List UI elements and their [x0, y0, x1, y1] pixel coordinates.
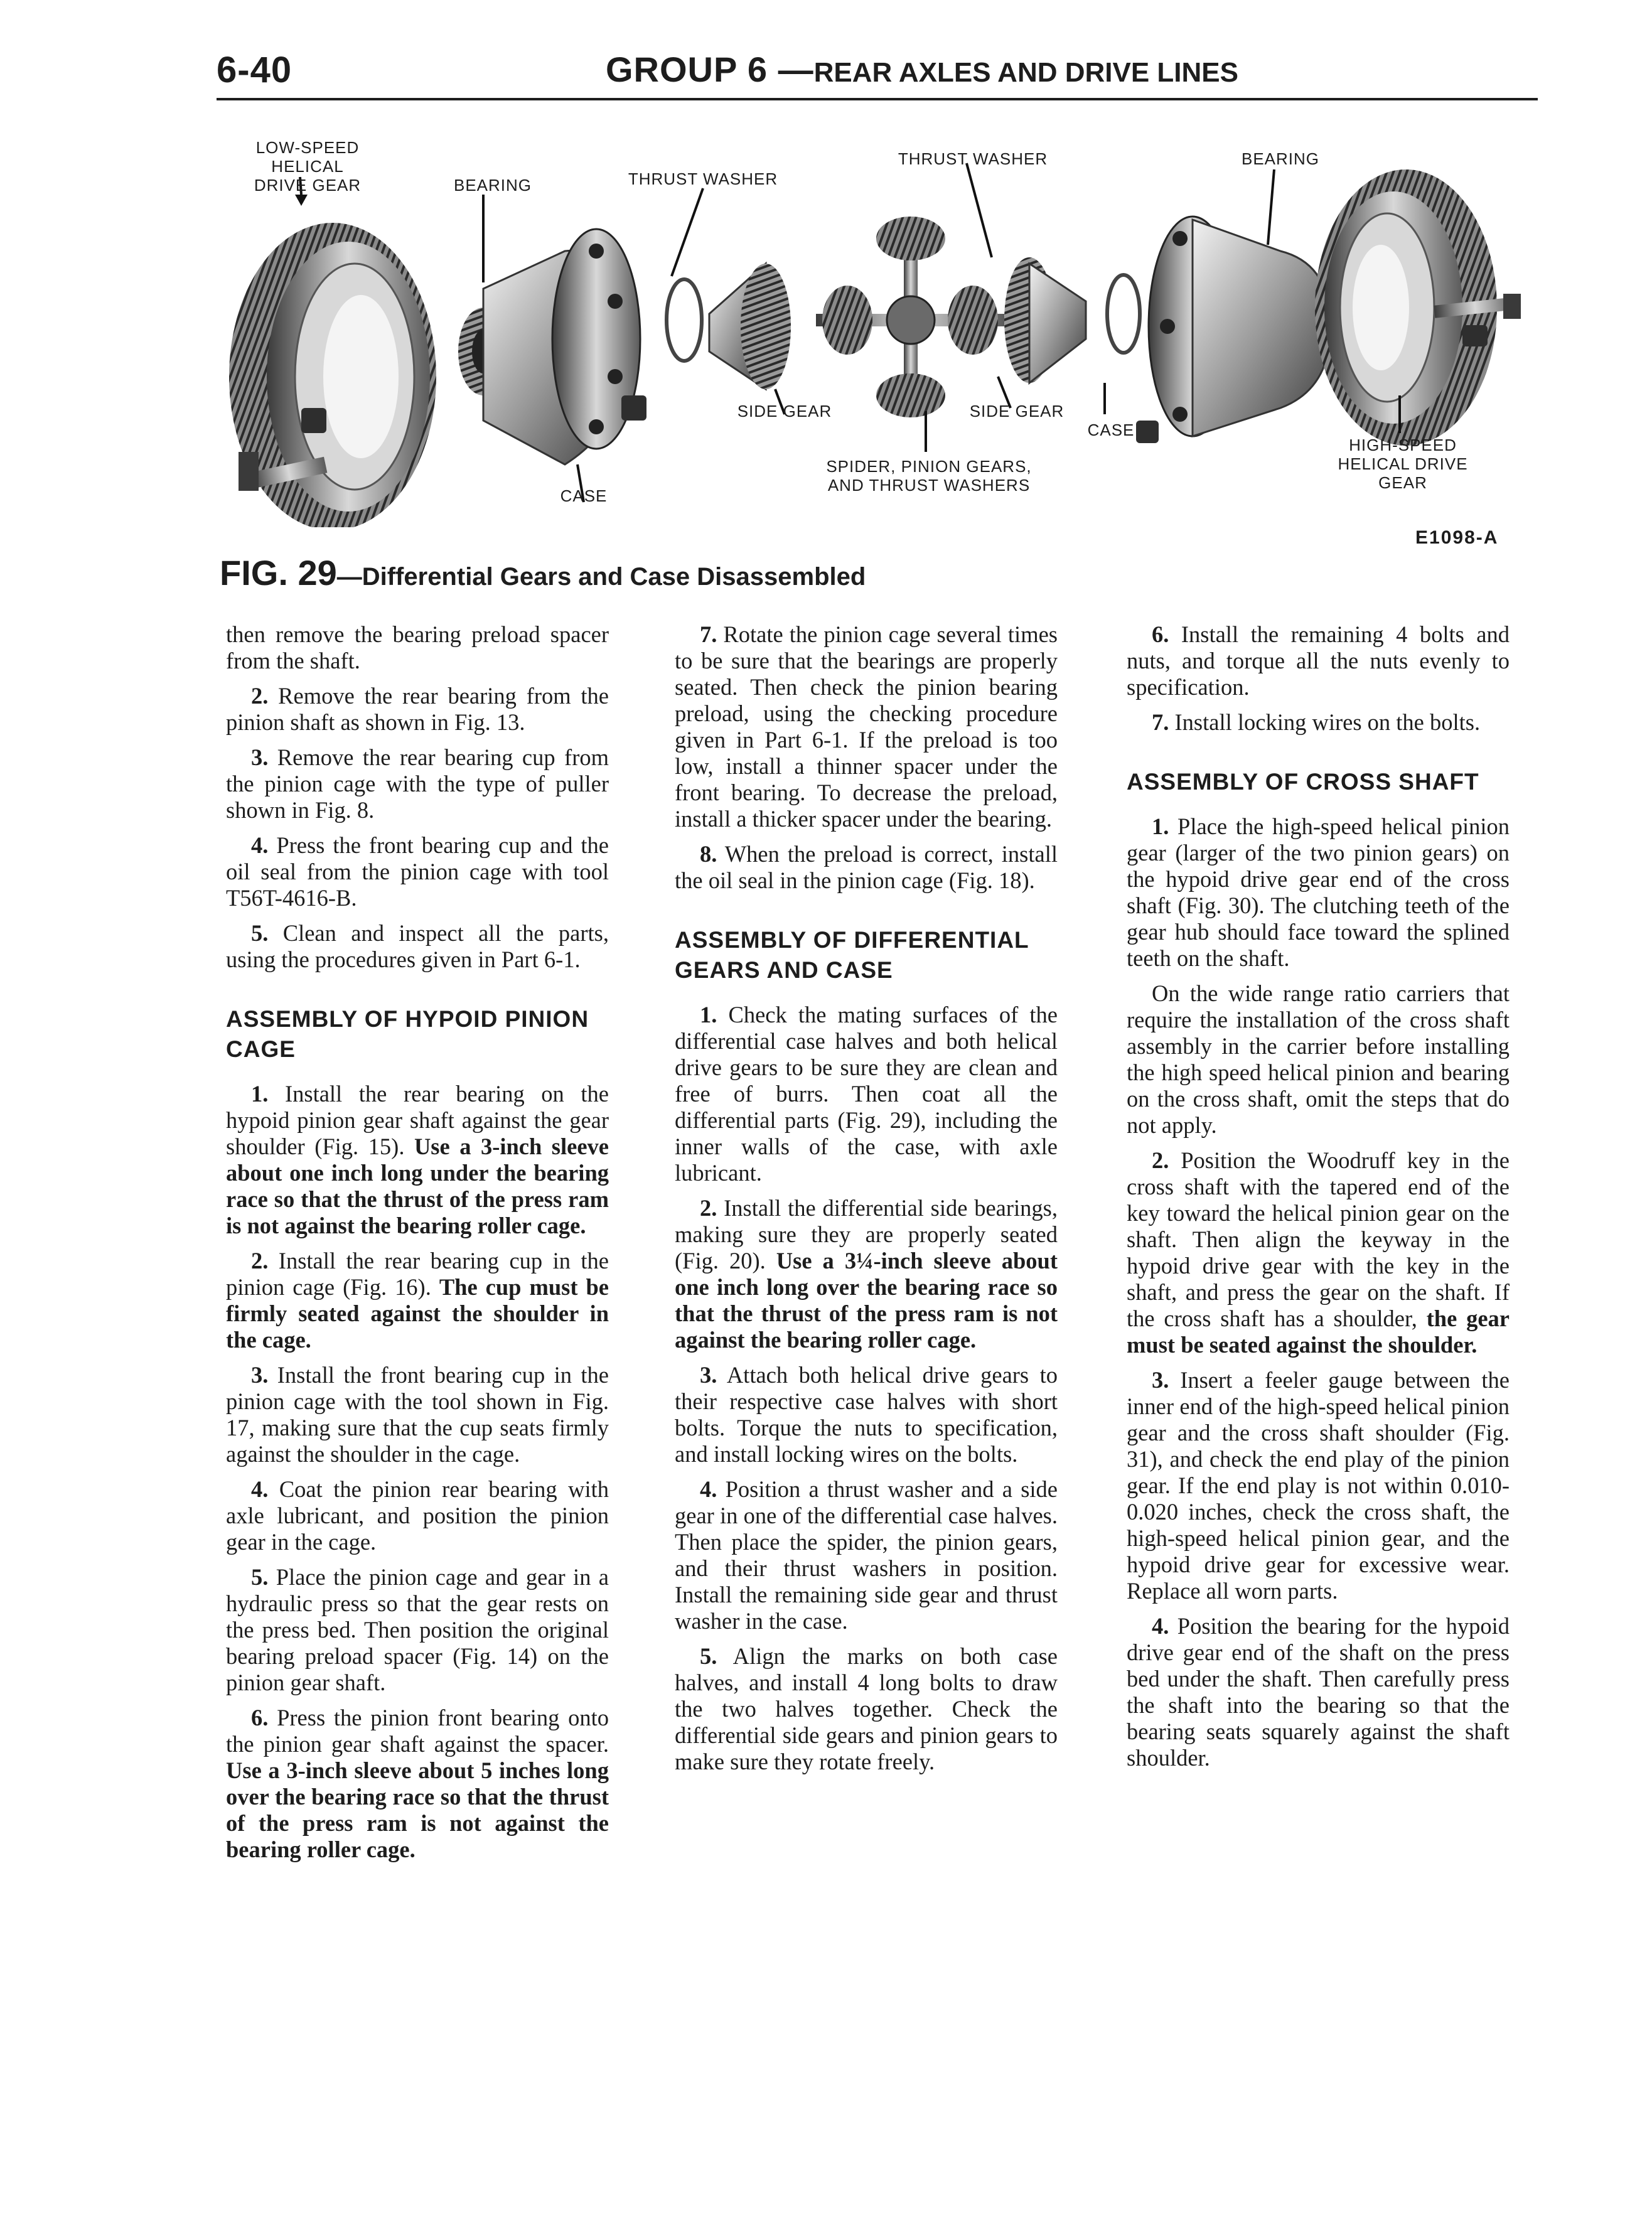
- step-emphasis: The cup must be firmly seated against the shoulder in the cage.: [226, 1274, 609, 1353]
- spider-pinion-gears-drawing: [816, 217, 1004, 417]
- step-number: 2.: [251, 1248, 269, 1274]
- step-text: Attach both helical drive gears to their respective case halves with short bolts. Torque the nuts to specification, and install locking wires on the bolts.: [675, 1362, 1058, 1467]
- step-number: 1.: [700, 1002, 717, 1027]
- step-number: 2.: [700, 1195, 717, 1221]
- header-group: GROUP 6: [606, 50, 768, 89]
- left-case-drawing: [483, 229, 646, 464]
- paragraph-text: On the wide range ratio carriers that require the installation of the cross shaft assembly in the carrier before installing the high speed helical pinion and bearing on the cross shaft, omit the steps that do not apply.: [1127, 980, 1510, 1138]
- callout-high-speed-gear: HIGH-SPEED HELICAL DRIVE GEAR: [1338, 436, 1468, 492]
- section-heading-differential-gears-case: ASSEMBLY OF DIFFERENTIAL GEARS AND CASE: [675, 927, 1029, 983]
- callout-low-speed-gear: LOW-SPEED HELICAL DRIVE GEAR: [254, 138, 362, 195]
- step-text: Remove the rear bearing cup from the pinion cage with the type of puller shown in Fig. 8.: [226, 744, 609, 823]
- step-text: Rotate the pinion cage several times to be sure that the bearings are properly seated. Then check the pinion bearing preload, using the checking procedure given in Part 6-1. If the preload is too low, install a thinner spacer under the front bearing. To decrease the preload, install a thicker spacer under the bearing.: [675, 621, 1058, 832]
- callout-side-gear-right: SIDE GEAR: [969, 402, 1065, 421]
- step-number: 3.: [251, 744, 269, 770]
- figure-caption-label: FIG. 29: [220, 553, 337, 593]
- step: [226, 1081, 609, 1239]
- step-emphasis: Use a 3¼-inch sleeve about one inch long over the bearing race so that the thrust of the press ram is not against the bearing roller cage.: [675, 1248, 1058, 1353]
- step-text: Clean and inspect all the parts, using the procedures given in Part 6-1.: [226, 920, 609, 972]
- callout-case-left: CASE: [560, 486, 608, 505]
- step: [226, 1705, 609, 1863]
- header-subtitle: REAR AXLES AND DRIVE LINES: [813, 57, 1238, 88]
- callout-case-right: CASE: [1087, 421, 1135, 439]
- step-text: Position a thrust washer and a side gear in one of the differential case halves. Then place the spider, the pinion gears, and their thrust washers in position. Install the remaining side gear and thrust washer in the case.: [675, 1476, 1058, 1634]
- step: [1127, 1147, 1510, 1358]
- step-number: 6.: [251, 1705, 269, 1730]
- left-thrust-washer-drawing: [667, 279, 702, 361]
- step-text: Install locking wires on the bolts.: [1169, 709, 1481, 735]
- step-number: 4.: [700, 1476, 717, 1502]
- step-number: 1.: [251, 1081, 269, 1107]
- callout-thrust-washer-left: THRUST WASHER: [628, 169, 778, 188]
- step: [675, 1362, 1058, 1467]
- step: [675, 841, 1058, 894]
- step: [675, 621, 1058, 832]
- step-text: Install the remaining 4 bolts and nuts, and torque all the nuts evenly to specification.: [1127, 621, 1510, 700]
- text-column-3: [1127, 621, 1510, 1780]
- step: [226, 832, 609, 911]
- step-text: Position the Woodruff key in the cross shaft with the tapered end of the key toward the helical pinion gear on the shaft. Then align the keyway in the hypoid drive gear with the key in the shaft, and press the gear on the shaft. If the cross shaft has a shoulder,: [1127, 1147, 1510, 1331]
- figure-caption-title: —Differential Gears and Case Disassembled: [336, 563, 866, 591]
- step-number: 2.: [251, 683, 269, 709]
- step-number: 3.: [1152, 1367, 1169, 1393]
- step-number: 4.: [1152, 1613, 1169, 1639]
- step-text: Install the front bearing cup in the pinion cage with the tool shown in Fig. 17, making sure that the cup seats firmly against the shoulder in the cage.: [226, 1362, 609, 1467]
- step-emphasis: Use a 3-inch sleeve about one inch long under the bearing race so that the thrust of the press ram is not against the bearing roller cage.: [226, 1134, 609, 1238]
- paragraph: [226, 621, 609, 674]
- step: [675, 1002, 1058, 1186]
- figure-caption: [220, 552, 866, 593]
- step-text: Press the pinion front bearing onto the pinion gear shaft against the spacer.: [226, 1705, 609, 1757]
- step-number: 8.: [700, 841, 717, 867]
- callout-bearing-right: BEARING: [1241, 149, 1320, 168]
- step: [1127, 621, 1510, 700]
- step: [675, 1195, 1058, 1353]
- step-text: Insert a feeler gauge between the inner end of the high-speed helical pinion gear and the cross shaft shoulder (Fig. 31), and check the end play of the pinion gear. If the end play is not within 0.010-0.020 inches, check the cross shaft, the high-speed helical pinion gear, and the hypoid drive gear for excessive wear. Replace all worn parts.: [1127, 1367, 1510, 1604]
- step: [1127, 1367, 1510, 1604]
- step: [1127, 709, 1510, 736]
- step-number: 5.: [700, 1643, 717, 1669]
- step-number: 4.: [251, 1476, 269, 1502]
- step: [675, 1643, 1058, 1775]
- step-number: 4.: [251, 832, 269, 858]
- step-number: 2.: [1152, 1147, 1169, 1173]
- step-text: Check the mating surfaces of the differential case halves and both helical drive gears to be sure they are clean and free of burrs. Then coat all the differential parts (Fig. 29), including the inner walls of the case, with axle lubricant.: [675, 1002, 1058, 1186]
- step: [226, 1564, 609, 1696]
- step-number: 1.: [1152, 813, 1169, 839]
- header-title: [606, 49, 1238, 90]
- callout-spider-pinion: SPIDER, PINION GEARS, AND THRUST WASHERS: [826, 457, 1032, 495]
- header-rule: [217, 98, 1538, 100]
- paragraph: [1127, 980, 1510, 1139]
- step-text: Coat the pinion rear bearing with axle lubricant, and position the pinion gear in the cage.: [226, 1476, 609, 1555]
- step: [226, 1362, 609, 1467]
- step-text: Position the bearing for the hypoid drive gear end of the shaft on the press bed under the shaft. Then carefully press the shaft into the bearing so that the bearing seats squarely against the shaft shoulder.: [1127, 1613, 1510, 1771]
- step: [1127, 1613, 1510, 1771]
- header-dash: —: [778, 50, 814, 89]
- step: [226, 683, 609, 736]
- step: [226, 920, 609, 973]
- step: [226, 1476, 609, 1555]
- figure-exploded-differential: [213, 126, 1525, 527]
- section-heading-hypoid-pinion-cage: ASSEMBLY OF HYPOID PINION CAGE: [226, 1006, 589, 1062]
- step-text: Install the differential side bearings, making sure they are properly seated (Fig. 20).: [675, 1195, 1058, 1274]
- step-emphasis: the gear must be seated against the shoulder.: [1127, 1306, 1510, 1358]
- step-number: 3.: [251, 1362, 269, 1388]
- figure-id: E1098-A: [1415, 527, 1499, 548]
- left-side-gear-drawing: [709, 264, 791, 389]
- step-text: Place the pinion cage and gear in a hydraulic press so that the gear rests on the press bed. Then position the original bearing preload spacer (Fig. 14) on the pinion gear shaft.: [226, 1564, 609, 1695]
- step-text: Place the high-speed helical pinion gear (larger of the two pinion gears) on the hypoid drive gear end of the cross shaft (Fig. 30). The clutching teeth of the gear hub should face toward the splined teeth on the shaft.: [1127, 813, 1510, 971]
- step-text: Install the rear bearing cup in the pinion cage (Fig. 16).: [226, 1248, 609, 1300]
- step-number: 5.: [251, 920, 269, 946]
- step: [226, 744, 609, 823]
- step-number: 7.: [1152, 709, 1169, 735]
- step-text: Align the marks on both case halves, and install 4 long bolts to draw the two halves together. Check the differential side gears and pinion gears to make sure they rotate freely.: [675, 1643, 1058, 1774]
- step: [675, 1476, 1058, 1634]
- step-emphasis: Use a 3-inch sleeve about 5 inches long over the bearing race so that the thrust of the press ram is not against the bearing roller cage.: [226, 1757, 609, 1862]
- step: [226, 1248, 609, 1353]
- section-heading-cross-shaft: ASSEMBLY OF CROSS SHAFT: [1127, 769, 1479, 795]
- step-number: 6.: [1152, 621, 1169, 647]
- step-text: When the preload is correct, install the oil seal in the pinion cage (Fig. 18).: [675, 841, 1058, 893]
- text-column-2: [675, 621, 1058, 1784]
- step-text: Remove the rear bearing from the pinion shaft as shown in Fig. 13.: [226, 683, 609, 735]
- page-header: [217, 44, 1538, 93]
- step-number: 3.: [700, 1362, 717, 1388]
- paragraph-text: then remove the bearing preload spacer from the shaft.: [226, 621, 609, 673]
- step: [1127, 813, 1510, 972]
- step-text: Press the front bearing cup and the oil seal from the pinion cage with tool T56T-4616-B.: [226, 832, 609, 911]
- right-side-gear-drawing: [1004, 257, 1086, 383]
- step-number: 5.: [251, 1564, 269, 1590]
- right-thrust-washer-drawing: [1107, 275, 1140, 353]
- page-number: 6-40: [217, 50, 292, 90]
- callout-side-gear-left: SIDE GEAR: [737, 402, 832, 421]
- callout-bearing-left: BEARING: [453, 176, 532, 195]
- callout-thrust-washer-right: THRUST WASHER: [898, 149, 1048, 168]
- step-text: Install the rear bearing on the hypoid pinion gear shaft against the gear shoulder (Fig. 15).: [226, 1081, 609, 1159]
- text-column-1: [226, 621, 609, 1872]
- step-number: 7.: [700, 621, 717, 647]
